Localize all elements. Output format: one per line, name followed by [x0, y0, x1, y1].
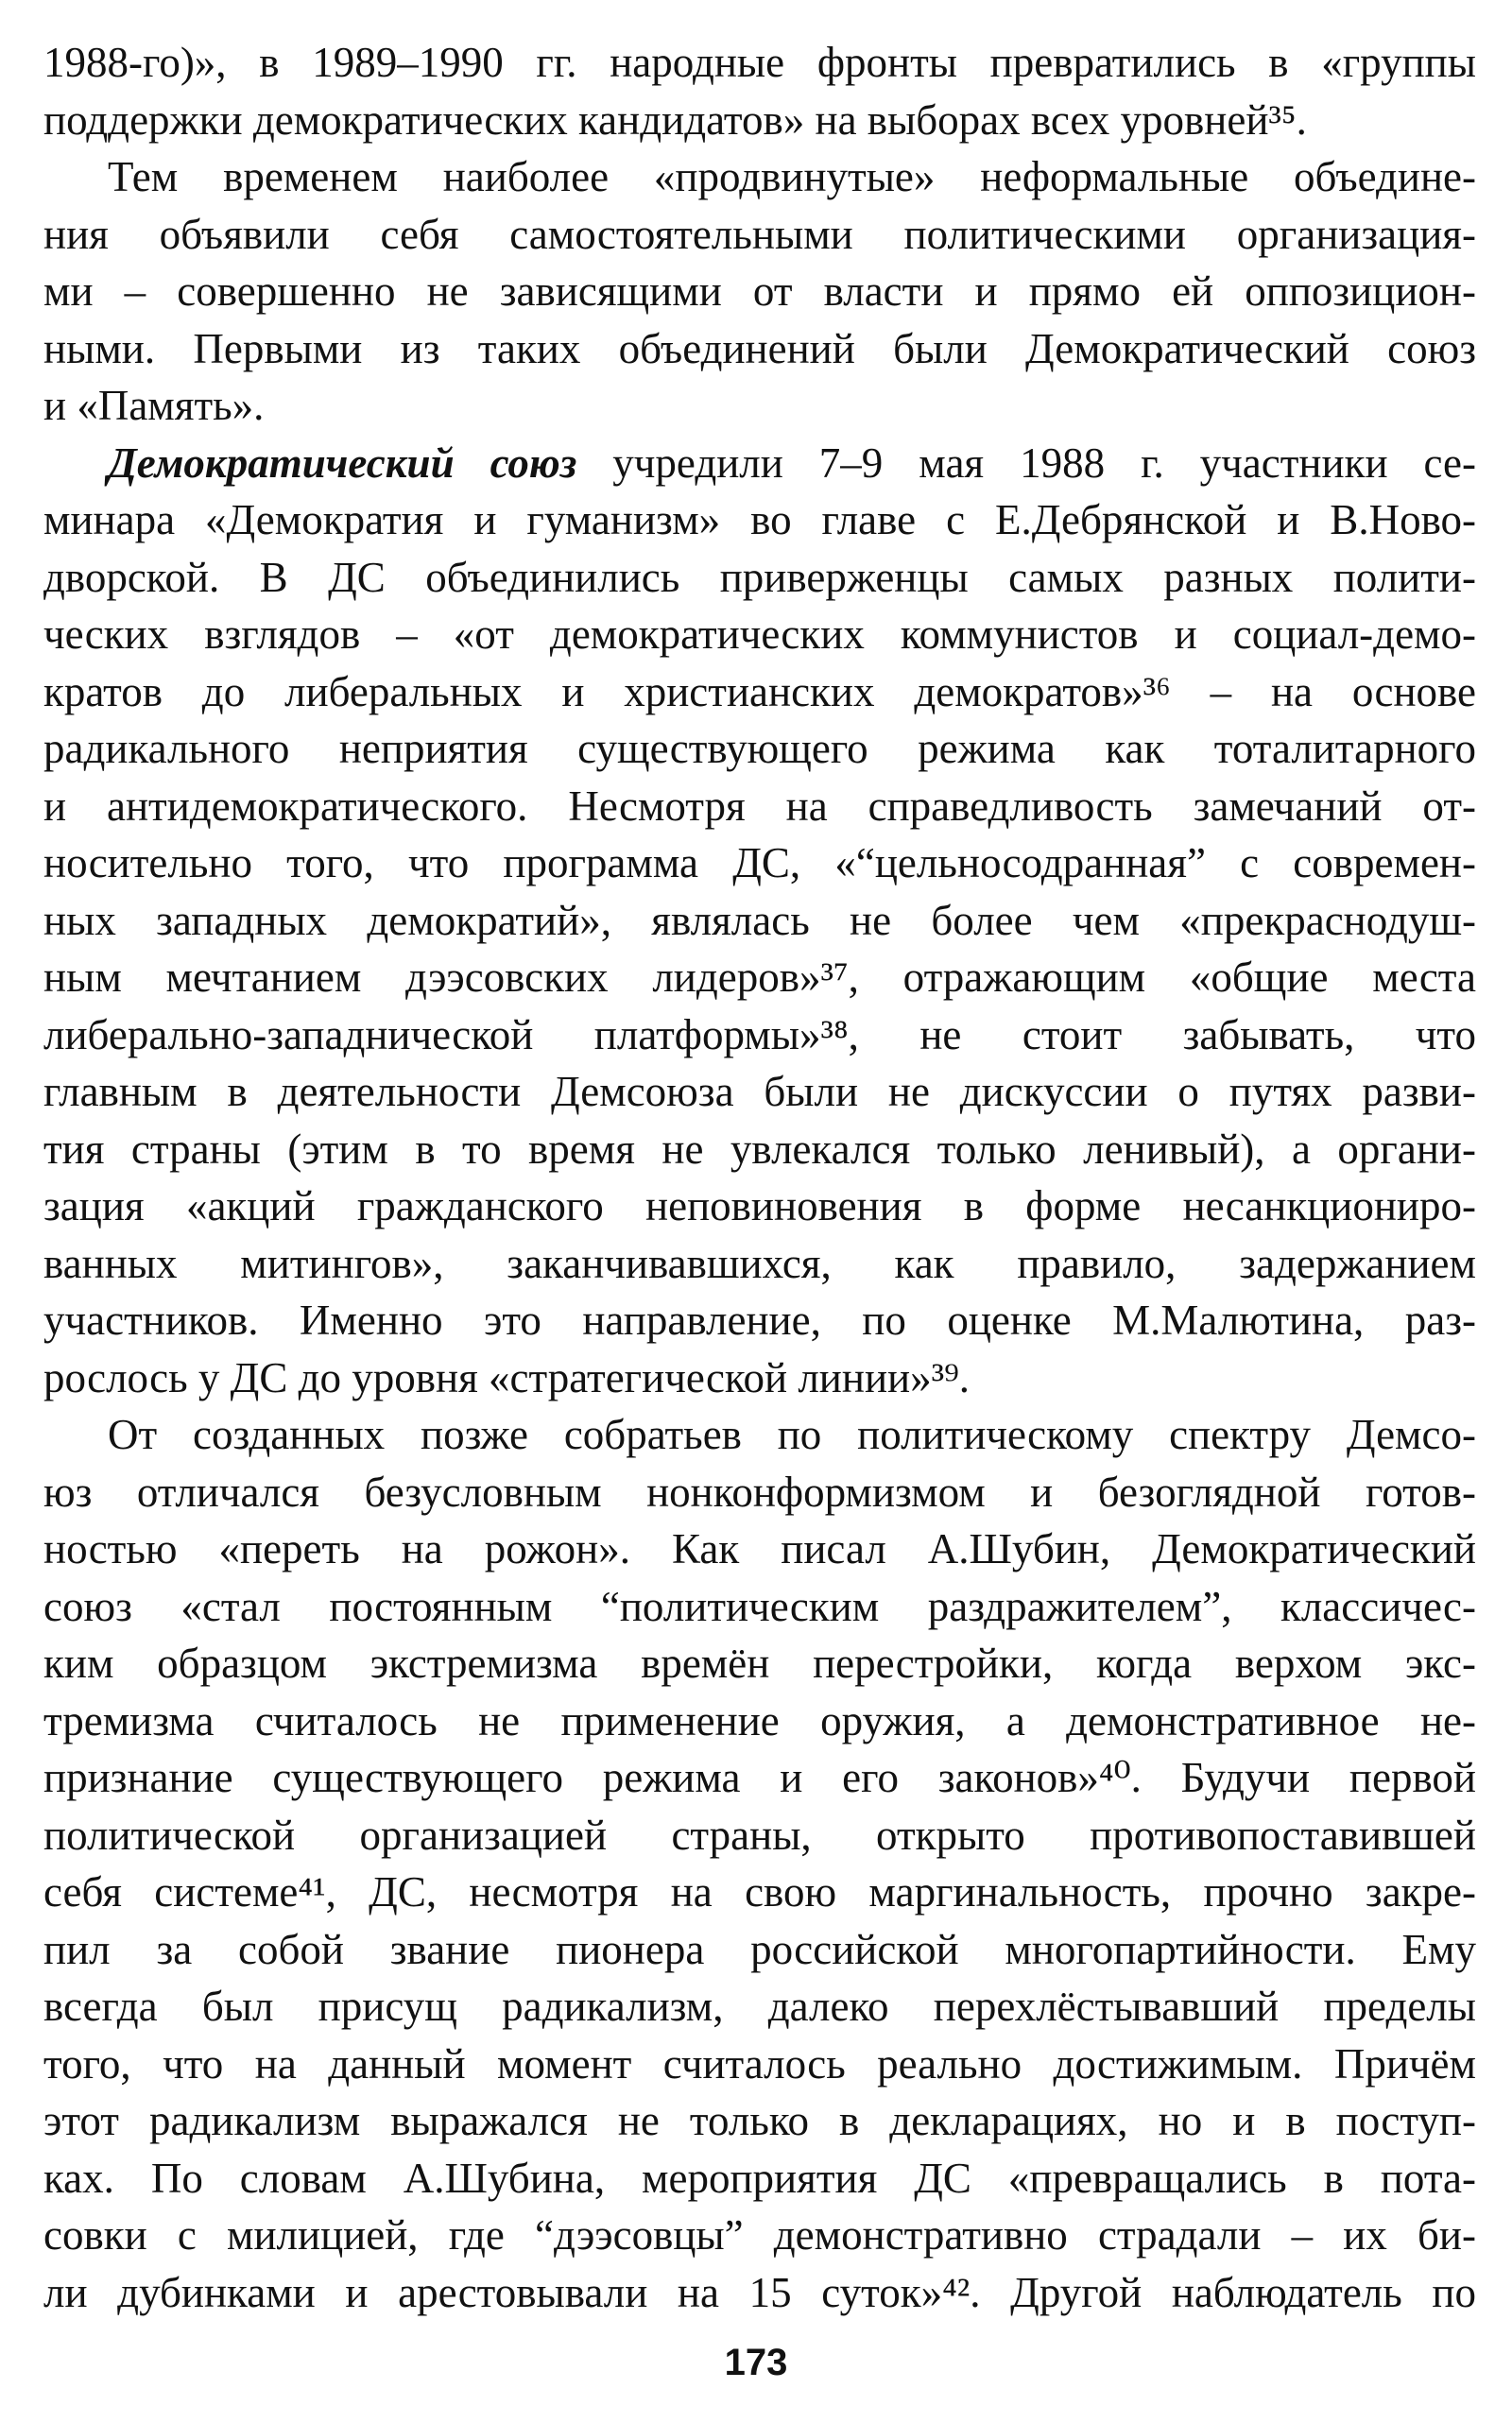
line-text: и «Память». — [43, 382, 265, 429]
line-text: тия страны (этим в то время не увлекался только ленивый), а органи- — [43, 1125, 1476, 1173]
text-line — [43, 720, 1476, 778]
text-line — [43, 606, 1476, 663]
line-text: ния объявили себя самостоятельными политическими организация- — [43, 210, 1476, 258]
line-text: ностью «переть на рожон». Как писал А.Шубин, Демократический — [43, 1525, 1476, 1572]
text-line — [43, 1978, 1476, 2036]
line-text: От созданных позже собратьев по политическому спектру Демсо- — [108, 1411, 1476, 1458]
body-text — [43, 34, 1476, 2321]
line-text: рослось у ДС до уровня «стратегической линии»³⁹. — [43, 1353, 971, 1401]
line-text: либерально-западнической платформы»³⁸, не стоит забывать, что — [43, 1010, 1476, 1058]
line-text: ческих взглядов – «от демократических коммунистов и социал-демо- — [43, 610, 1476, 658]
line-text: ким образцом экстремизма времён перестройки, когда верхом экс- — [43, 1640, 1476, 1687]
line-text: зация «акций гражданского неповиновения в форме несанкциониро- — [43, 1182, 1476, 1229]
emphasized-term: Демократический союз — [108, 438, 577, 487]
text-line — [43, 34, 1476, 92]
line-text: ным мечтанием дээсовских лидеров»³⁷, отражающим «общие места — [43, 954, 1476, 1001]
text-line — [43, 1349, 1476, 1407]
text-line — [43, 1807, 1476, 1865]
text-line — [43, 949, 1476, 1006]
text-line — [43, 206, 1476, 264]
text-line — [43, 1521, 1476, 1578]
text-line — [43, 1235, 1476, 1293]
text-line — [43, 1063, 1476, 1121]
line-text: юз отличался безусловным нонконформизмом и безоглядной готов- — [43, 1468, 1476, 1516]
text-line — [43, 320, 1476, 378]
text-line — [43, 2264, 1476, 2322]
text-line — [43, 1121, 1476, 1178]
line-text: признание существующего режима и его законов»⁴⁰. Будучи первой — [43, 1754, 1476, 1801]
line-text: этот радикализм выражался не только в декларациях, но и в поступ- — [43, 2097, 1476, 2144]
text-line — [43, 549, 1476, 607]
text-line — [43, 1177, 1476, 1235]
line-text: тремизма считалось не применение оружия, а демонстративное не- — [43, 1696, 1476, 1744]
text-line — [43, 491, 1476, 549]
text-line — [43, 1006, 1476, 1064]
line-text: участников. Именно это направление, по оценке М.Малютина, раз- — [43, 1297, 1476, 1344]
line-text: кратов до либеральных и христианских демократов»³⁶ – на основе — [43, 667, 1476, 715]
text-line — [43, 1693, 1476, 1750]
line-text: главным в деятельности Демсоюза были не дискуссии о путях разви- — [43, 1068, 1476, 1115]
text-line — [43, 1921, 1476, 1979]
line-text: ли дубинками и арестовывали на 15 суток»⁴². Другой наблюдатель по — [43, 2268, 1476, 2316]
line-text: того, что на данный момент считалось реально достижимым. Причём — [43, 2039, 1476, 2088]
text-line — [43, 1406, 1476, 1464]
text-line — [43, 1749, 1476, 1807]
line-text: и антидемократического. Несмотря на справедливость замечаний от- — [43, 782, 1476, 830]
line-text: Тем временем наиболее «продвинутые» неформальные объедине- — [108, 153, 1476, 200]
line-text: совки с милицией, где “дээсовцы” демонстративно страдали – их би- — [43, 2211, 1476, 2259]
line-text: радикального неприятия существующего режима как тоталитарного — [43, 725, 1476, 772]
text-line — [43, 1464, 1476, 1521]
line-text: ках. По словам А.Шубина, мероприятия ДС «превращались в пота- — [43, 2154, 1476, 2202]
text-line — [43, 2036, 1476, 2093]
text-line — [43, 892, 1476, 950]
line-text: минара «Демократия и гуманизм» во главе с Е.Дебрянской и В.Ново- — [43, 496, 1476, 543]
text-line — [43, 778, 1476, 835]
text-line — [43, 1578, 1476, 1636]
text-line — [43, 263, 1476, 320]
line-text: учредили 7–9 мая 1988 г. участники се- — [576, 438, 1476, 487]
line-text: всегда был присущ радикализм, далеко перехлёстывавший пределы — [43, 1983, 1476, 2030]
line-text: 1988-го)», в 1989–1990 гг. народные фронты превратились в «группы — [43, 39, 1476, 86]
text-line — [43, 2092, 1476, 2150]
text-line — [43, 92, 1476, 149]
text-line — [43, 435, 1476, 492]
line-text: носительно того, что программа ДС, «“цельносодранная” с современ- — [43, 839, 1476, 886]
text-line — [43, 377, 1476, 435]
line-text: союз «стал постоянным “политическим раздражителем”, классичес- — [43, 1582, 1476, 1630]
text-line — [43, 2207, 1476, 2264]
text-line — [43, 1864, 1476, 1921]
text-line — [43, 663, 1476, 721]
text-line — [43, 1635, 1476, 1693]
line-text: ных западных демократий», являлась не более чем «прекраснодуш- — [43, 896, 1476, 944]
line-text: политической организацией страны, открыто противопоставившей — [43, 1811, 1476, 1859]
line-text: пил за собой звание пионера российской многопартийности. Ему — [43, 1925, 1476, 1973]
line-text: ванных митингов», заканчивавшихся, как правило, задержанием — [43, 1239, 1476, 1287]
line-text: ными. Первыми из таких объединений были Демократический союз — [43, 324, 1476, 372]
line-text: дворской. В ДС объединились приверженцы самых разных полити- — [43, 553, 1476, 601]
line-text: себя системе⁴¹, ДС, несмотря на свою маргинальность, прочно закре- — [43, 1868, 1476, 1916]
text-line — [43, 834, 1476, 892]
page-number: 173 — [724, 2342, 788, 2383]
text-line — [43, 2150, 1476, 2208]
text-line — [43, 1292, 1476, 1349]
text-line — [43, 148, 1476, 206]
line-text: ми – совершенно не зависящими от власти и прямо ей оппозицион- — [43, 267, 1476, 315]
line-text: поддержки демократических кандидатов» на выборах всех уровней³⁵. — [43, 95, 1307, 144]
